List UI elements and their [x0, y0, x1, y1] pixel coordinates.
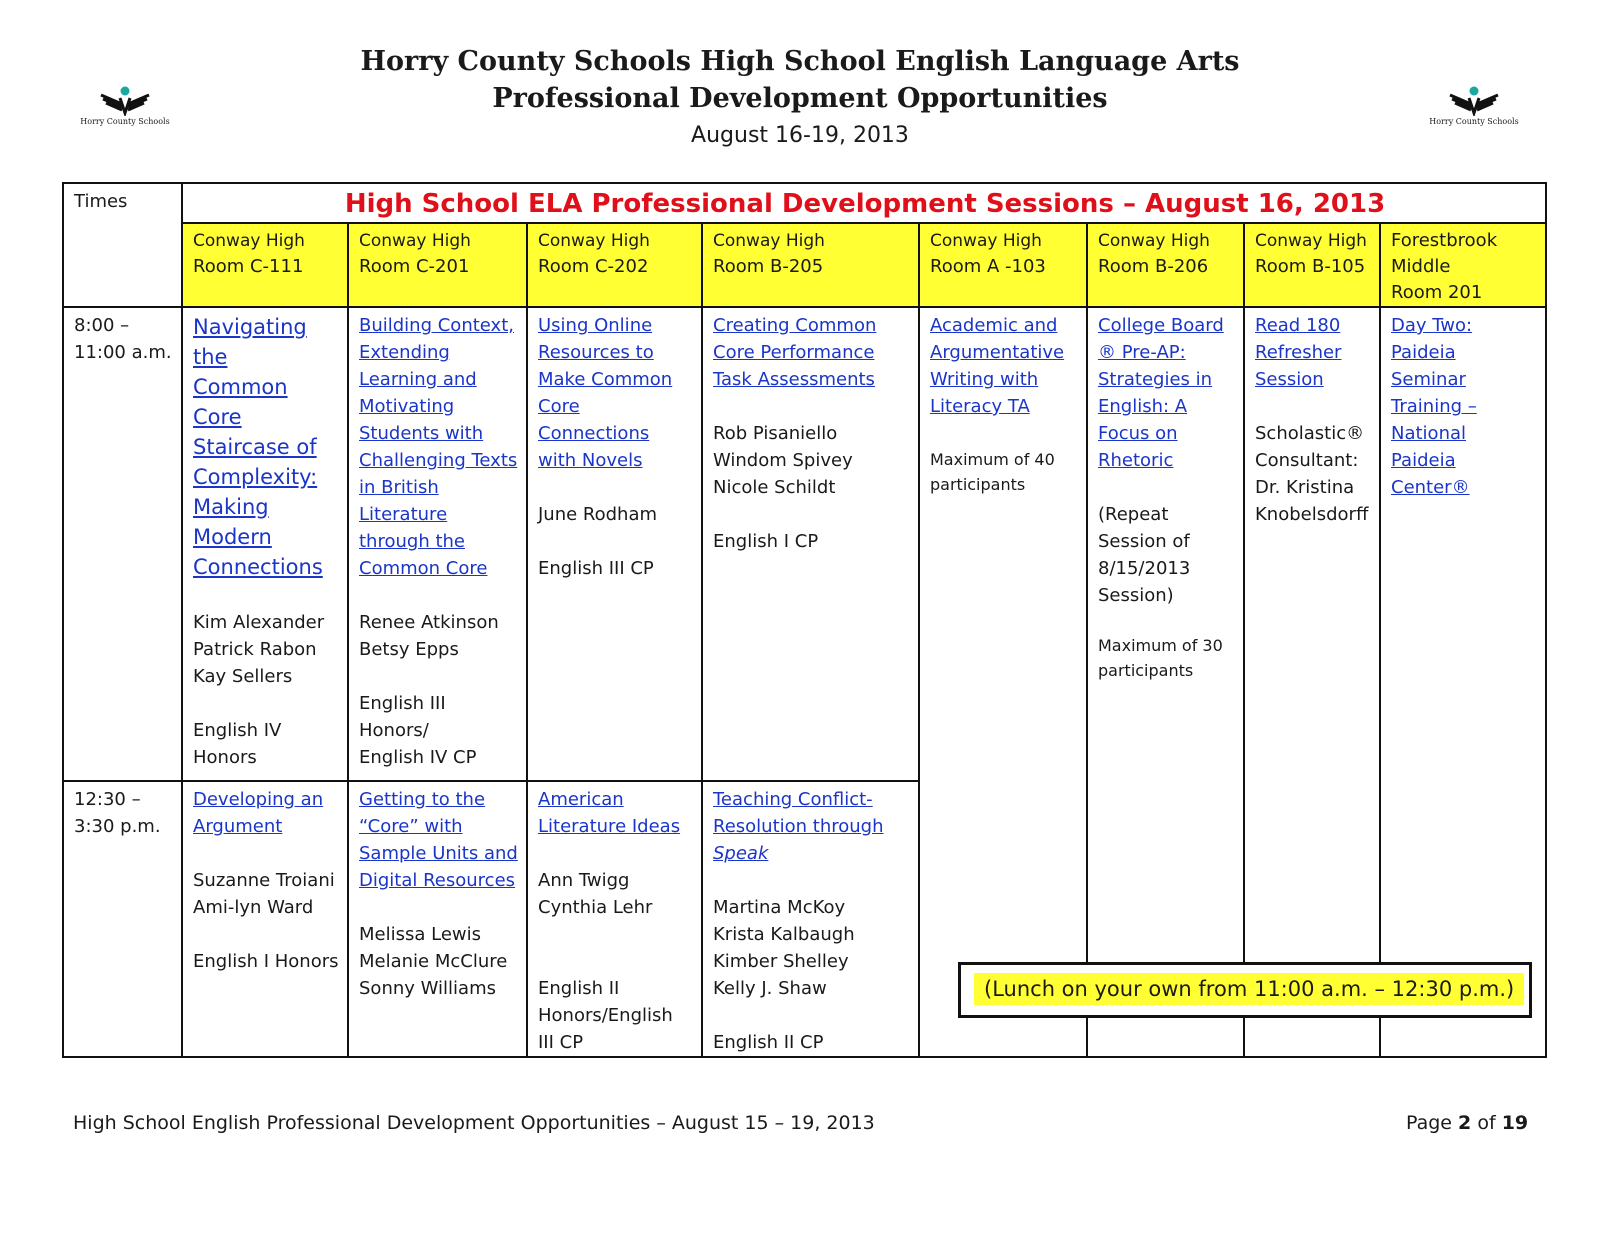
session-link[interactable]: Navigating the Common Core Staircase of Complexity: Making Modern Connections [193, 315, 323, 579]
session-link[interactable]: Getting to the “Core” with Sample Units and Digital Resources [359, 789, 518, 891]
capacity-note: Maximum of 40 participants [930, 450, 1055, 494]
morning-row [63, 307, 1546, 781]
location-1: Conway High Room C-111 [182, 223, 348, 307]
location-6: Conway High Room B-206 [1087, 223, 1244, 307]
schedule-table [62, 182, 1547, 1058]
document-title-line1: Horry County Schools High School English Language Arts [360, 46, 1240, 77]
session-m2 [348, 307, 527, 781]
presenters: June Rodham [538, 504, 658, 525]
location-2: Conway High Room C-201 [348, 223, 527, 307]
course: English III CP [538, 558, 654, 579]
session-link[interactable]: Creating Common Core Performance Task Assessments [713, 315, 877, 390]
logo-text: Horry County Schools [1429, 117, 1519, 126]
logo-text: Horry County Schools [80, 117, 170, 126]
session-link[interactable]: College Board ® Pre-AP: Strategies in English: A Focus on Rhetoric [1098, 315, 1224, 471]
session-link[interactable]: Using Online Resources to Make Common Core Connections with Novels [538, 315, 673, 471]
page-number: Page 2 of 19 [1406, 1112, 1529, 1134]
session-link[interactable]: American Literature Ideas [538, 789, 681, 837]
course: English IV Honors [193, 720, 282, 768]
session-a1 [182, 781, 348, 1057]
session-link[interactable]: Read 180 Refresher Session [1255, 315, 1342, 390]
presenters: Ann Twigg Cynthia Lehr [538, 870, 653, 918]
course: English II Honors/English III CP [538, 978, 673, 1053]
location-5: Conway High Room A -103 [919, 223, 1087, 307]
locations-row [63, 223, 1546, 307]
presenters: Scholastic® Consultant: Dr. Kristina Knobelsdorff [1255, 423, 1369, 525]
session-a2 [348, 781, 527, 1057]
course: English II CP [713, 1032, 824, 1053]
times-header: Times [63, 183, 182, 307]
location-7: Conway High Room B-105 [1244, 223, 1380, 307]
session-m7 [1244, 307, 1380, 1057]
presenters: Melissa Lewis Melanie McClure Sonny Williams [359, 924, 508, 999]
document-title-line2: Professional Development Opportunities [492, 83, 1108, 114]
session-link[interactable]: Day Two: Paideia Seminar Training – National Paideia Center® [1391, 315, 1477, 498]
session-link[interactable]: Building Context, Extending Learning and Motivating Students with Challenging Texts in British Literature through the Common Core [359, 315, 518, 579]
session-m1 [182, 307, 348, 781]
repeat-note: (Repeat Session of 8/15/2013 Session) [1098, 504, 1191, 606]
session-m6 [1087, 307, 1244, 1057]
session-link[interactable]: Developing an Argument [193, 789, 324, 837]
presenters: Martina McKoy Krista Kalbaugh Kimber Shelley Kelly J. Shaw [713, 897, 855, 999]
session-m8 [1380, 307, 1546, 1057]
presenters: Renee Atkinson Betsy Epps [359, 612, 499, 660]
course: English I Honors [193, 951, 339, 972]
lunch-note [958, 962, 1532, 1018]
presenters: Kim Alexander Patrick Rabon Kay Sellers [193, 612, 325, 687]
presenters: Rob Pisaniello Windom Spivey Nicole Schildt [713, 423, 853, 498]
session-a3 [527, 781, 702, 1057]
location-4: Conway High Room B-205 [702, 223, 919, 307]
lunch-note-text: (Lunch on your own from 11:00 a.m. – 12:30 p.m.) [974, 973, 1524, 1005]
location-3: Conway High Room C-202 [527, 223, 702, 307]
session-m4 [702, 307, 919, 781]
session-m5 [919, 307, 1087, 1057]
session-m3 [527, 307, 702, 781]
session-a4 [702, 781, 919, 1057]
presenters: Suzanne Troiani Ami-lyn Ward [193, 870, 335, 918]
footer-title: High School English Professional Development Opportunities – August 15 – 19, 2013 [73, 1112, 875, 1134]
capacity-note: Maximum of 30 participants [1098, 636, 1223, 680]
session-link[interactable]: Academic and Argumentative Writing with Literacy TA [930, 315, 1065, 417]
session-link[interactable]: Teaching Conflict- Resolution through Speak [713, 789, 884, 864]
course: English I CP [713, 531, 819, 552]
location-8: Forestbrook Middle Room 201 [1380, 223, 1546, 307]
course: English III Honors/ English IV CP [359, 693, 477, 768]
document-dates: August 16-19, 2013 [691, 123, 909, 148]
afternoon-time: 12:30 – 3:30 p.m. [63, 781, 182, 1057]
sessions-banner: High School ELA Professional Development Sessions – August 16, 2013 [182, 183, 1546, 223]
morning-time: 8:00 – 11:00 a.m. [63, 307, 182, 781]
